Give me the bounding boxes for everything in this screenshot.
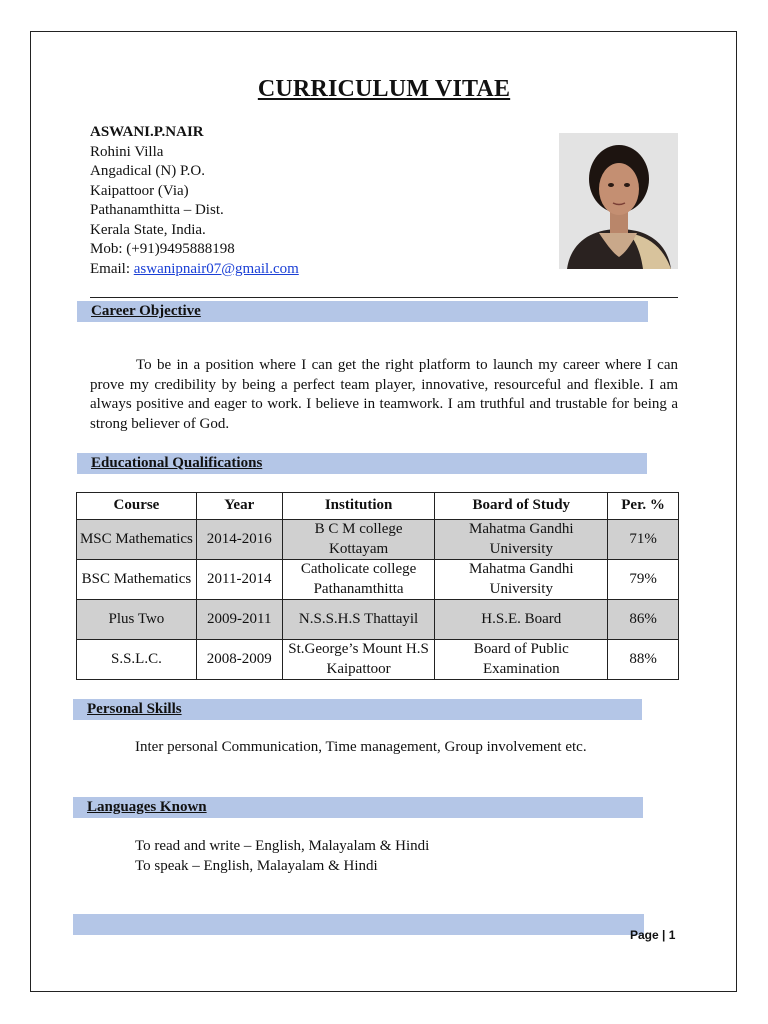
- candidate-name: ASWANI.P.NAIR: [90, 124, 204, 140]
- address-line: Rohini Villa: [90, 143, 164, 160]
- footer-bar: [73, 914, 644, 935]
- table-row: [77, 520, 679, 560]
- cell-board: H.S.E. Board: [435, 600, 608, 640]
- personal-skills-text: Inter personal Communication, Time management, Group involvement etc.: [135, 739, 587, 755]
- table-row: [77, 600, 679, 640]
- address-line: Kaipattoor (Via): [90, 182, 189, 199]
- section-header-education: Educational Qualifications: [77, 453, 647, 474]
- page-number: Page | 1: [630, 928, 676, 942]
- languages-speak: To speak – English, Malayalam & Hindi: [135, 857, 378, 874]
- header-year: Year: [196, 493, 282, 520]
- cell-percent: 88%: [608, 640, 679, 680]
- table-header-row: [77, 493, 679, 520]
- address-line: Pathanamthitta – Dist.: [90, 202, 224, 218]
- header-percent: Per. %: [608, 493, 679, 520]
- header-divider: [90, 297, 678, 298]
- mobile-number: Mob: (+91)9495888198: [90, 241, 235, 257]
- cell-course: BSC Mathematics: [77, 560, 197, 600]
- email-label: Email:: [90, 260, 134, 277]
- section-header-career-objective: Career Objective: [77, 301, 648, 322]
- header-institution: Institution: [282, 493, 435, 520]
- address-line: Angadical (N) P.O.: [90, 163, 205, 179]
- cell-percent: 79%: [608, 560, 679, 600]
- cell-year: 2008-2009: [196, 640, 282, 680]
- cell-course: S.S.L.C.: [77, 640, 197, 680]
- header-board: Board of Study: [435, 493, 608, 520]
- cell-board: Board of Public Examination: [435, 640, 608, 680]
- cell-course: Plus Two: [77, 600, 197, 640]
- profile-photo: [559, 133, 678, 269]
- cell-board: Mahatma Gandhi University: [435, 560, 608, 600]
- languages-read-write: To read and write – English, Malayalam & Hindi: [135, 838, 430, 854]
- cell-institution: St.George’s Mount H.S Kaipattoor: [282, 640, 435, 680]
- section-header-personal-skills: Personal Skills: [73, 699, 642, 720]
- cell-year: 2009-2011: [196, 600, 282, 640]
- table-row: [77, 560, 679, 600]
- languages-list: [135, 837, 429, 876]
- table-row: [77, 640, 679, 680]
- section-header-languages: Languages Known: [73, 797, 643, 818]
- cell-institution: B C M college Kottayam: [282, 520, 435, 560]
- cell-institution: N.S.S.H.S Thattayil: [282, 600, 435, 640]
- career-objective-text: To be in a position where I can get the right platform to launch my career where I can prove my credibility by being a perfect team player, innovative, resourceful and flexible. I am always positive and eager to work. I believe in teamwork. I am truthful and trustable for being a strong believer of God.: [90, 357, 678, 432]
- email-link[interactable]: aswanipnair07@gmail.com: [133, 260, 299, 277]
- profile-photo-illustration: [559, 133, 678, 269]
- contact-block: [90, 123, 299, 279]
- cell-percent: 86%: [608, 600, 679, 640]
- email-line: [90, 260, 299, 280]
- header-course: Course: [77, 493, 197, 520]
- cell-course: MSC Mathematics: [77, 520, 197, 560]
- cell-year: 2014-2016: [196, 520, 282, 560]
- cell-board: Mahatma Gandhi University: [435, 520, 608, 560]
- education-table: [76, 492, 679, 680]
- cell-percent: 71%: [608, 520, 679, 560]
- cell-institution: Catholicate college Pathanamthitta: [282, 560, 435, 600]
- cell-year: 2011-2014: [196, 560, 282, 600]
- address-line: Kerala State, India.: [90, 221, 206, 238]
- document-title: CURRICULUM VITAE: [257, 76, 511, 102]
